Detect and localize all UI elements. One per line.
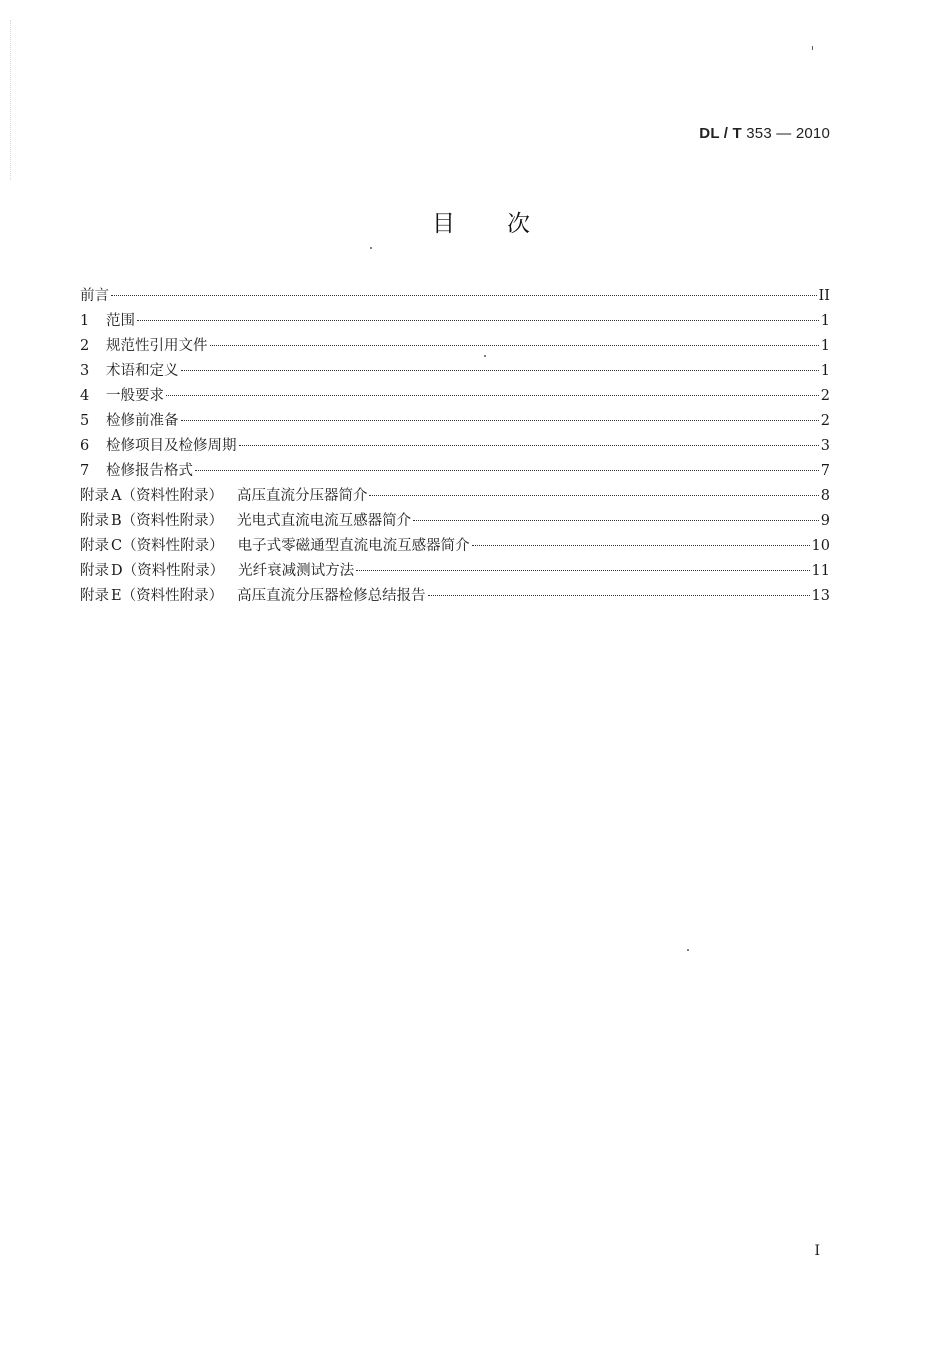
toc-dot-leader [195,470,819,471]
toc-entry-name: 检修项目及检修周期 [106,438,237,454]
toc-entry-name: 高压直流分压器检修总结报告 [237,588,426,604]
toc-page-number: II [818,288,830,304]
toc-entry-appendix-d[interactable] [80,559,830,584]
toc-entry-name: 光电式直流电流互感器简介 [237,513,412,529]
toc-page-number: 10 [811,538,830,554]
toc-entry-name: 高压直流分压器简介 [236,488,368,504]
toc-dot-leader [428,595,810,596]
toc-entry-label [80,309,135,334]
toc-entry-label [80,384,164,409]
toc-entry-label [80,409,179,434]
toc-appendix-letter: C [111,538,123,554]
toc-entry-appendix-a[interactable] [80,484,830,509]
toc-entry-label [80,359,179,384]
toc-section-number: 7 [80,463,90,479]
toc-entry-appendix-b[interactable] [80,509,830,534]
toc-entry-section-3[interactable] [80,359,830,384]
toc-appendix-note: （资料性附录） [122,538,224,554]
toc-dot-leader [210,345,819,346]
toc-page-number: 9 [820,513,830,529]
toc-appendix-prefix: 附录 [80,488,109,504]
toc-page-number: 13 [811,588,830,604]
toc-dot-leader [111,295,817,296]
toc-page-number: 1 [820,313,830,329]
toc-section-number: 3 [80,363,90,379]
page-number: I [814,1243,820,1259]
toc-page-number: 8 [820,488,830,504]
toc-page-number: 7 [820,463,830,479]
toc-appendix-prefix: 附录 [80,513,109,529]
toc-appendix-note: （资料性附录） [121,588,224,604]
toc-entry-name: 光纤衰减测试方法 [238,563,355,579]
toc-dot-leader [137,320,819,321]
standard-prefix: DL / T [699,125,742,142]
toc-entry-name: 检修报告格式 [106,463,193,479]
toc-dot-leader [472,545,810,546]
toc-appendix-letter: A [111,488,122,504]
toc-page-number: 3 [820,438,830,454]
toc-entry-label [80,534,470,559]
page-title: 目次 [432,211,582,237]
toc-entry-name: 一般要求 [106,388,164,404]
toc-entry-name: 检修前准备 [106,413,179,429]
toc-dot-leader [369,495,818,496]
toc-dot-leader [181,420,819,421]
toc-page-number: 2 [820,413,830,429]
toc-appendix-prefix: 附录 [80,563,109,579]
toc-appendix-letter: E [111,588,122,604]
toc-section-number: 2 [80,338,90,354]
toc-appendix-note: （资料性附录） [121,513,224,529]
toc-appendix-note: （资料性附录） [121,488,223,504]
toc-entry-section-1[interactable] [80,309,830,334]
toc-page-number: 1 [820,363,830,379]
scan-edge-mark [10,20,12,180]
standard-code [699,125,830,142]
toc-entry-label [80,509,411,534]
toc-entry-section-2[interactable] [80,334,830,359]
toc-dot-leader [166,395,819,396]
toc-entry-name: 前言 [80,288,109,304]
toc-entry-name: 电子式零磁通型直流电流互感器简介 [237,538,470,554]
toc-entry-label [80,434,237,459]
toc-dot-leader [413,520,819,521]
toc-entry-section-6[interactable] [80,434,830,459]
toc-entry-label [80,559,354,584]
toc-entry-section-4[interactable] [80,384,830,409]
toc-entry-section-5[interactable] [80,409,830,434]
toc-entry-label [80,484,367,509]
toc-dot-leader [239,445,819,446]
toc-entry-name: 范围 [106,313,135,329]
toc-appendix-letter: B [111,513,122,529]
toc-appendix-letter: D [111,563,123,579]
scan-speck [687,949,689,951]
toc-entry-label [80,584,426,609]
toc-entry-label [80,459,193,484]
toc-section-number: 6 [80,438,90,454]
toc-dot-leader [181,370,819,371]
toc-page-number: 11 [811,563,830,579]
toc-dot-leader [356,570,809,571]
toc-section-number: 1 [80,313,90,329]
toc-entry-appendix-c[interactable] [80,534,830,559]
toc-entry-name: 术语和定义 [106,363,179,379]
toc-appendix-prefix: 附录 [80,538,109,554]
scan-speck [484,355,486,357]
toc-section-number: 5 [80,413,90,429]
toc-page-number: 1 [820,338,830,354]
toc-entry-section-7[interactable] [80,459,830,484]
toc-entry-label [80,284,109,309]
scan-speck [812,46,813,50]
toc-entry-label [80,334,208,359]
toc-page-number: 2 [820,388,830,404]
toc-entry-name: 规范性引用文件 [106,338,208,354]
toc-appendix-prefix: 附录 [80,588,109,604]
toc-entry-appendix-e[interactable] [80,584,830,609]
table-of-contents [80,284,830,609]
toc-entry-foreword[interactable] [80,284,830,309]
standard-number: 353 — 2010 [741,125,830,142]
toc-section-number: 4 [80,388,90,404]
scan-speck [370,247,372,249]
toc-appendix-note: （资料性附录） [122,563,225,579]
